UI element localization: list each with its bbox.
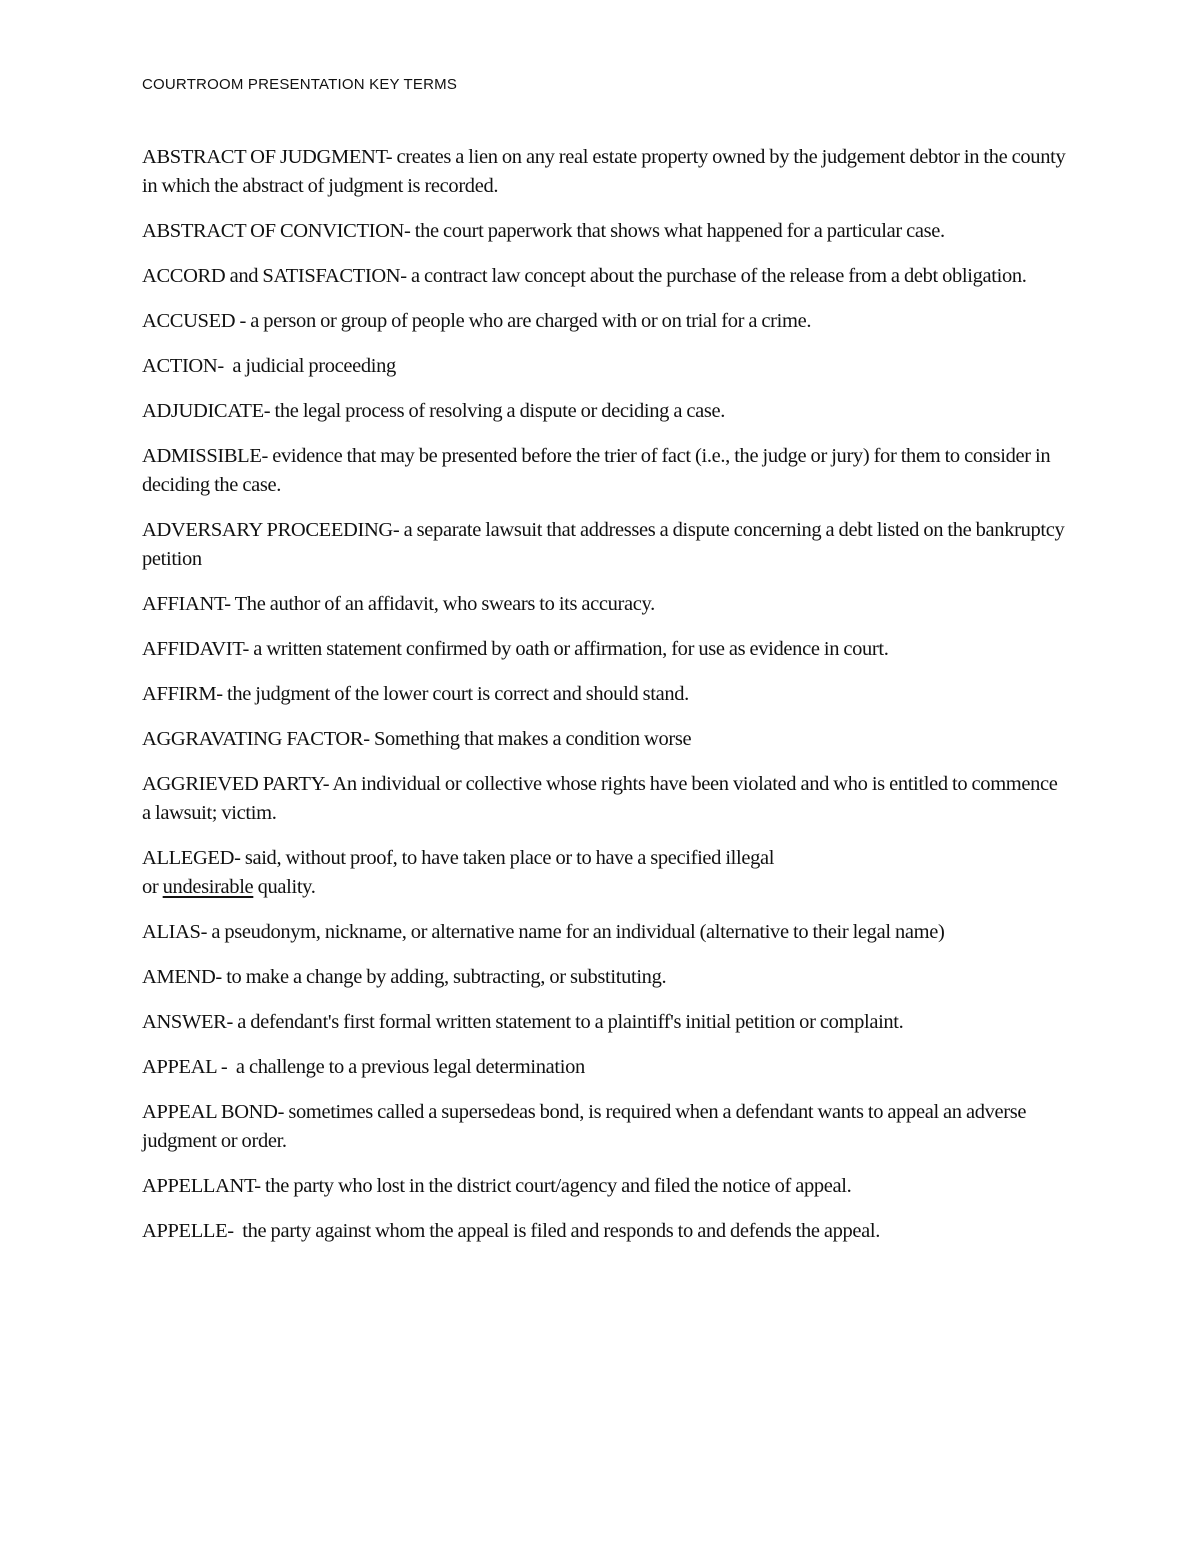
- definition: evidence that may be presented before the trier of fact (i.e., the judge or jury) for them to consider in deciding the case.: [142, 445, 1051, 496]
- definition: a judicial proceeding: [232, 355, 396, 377]
- separator: -: [263, 400, 275, 422]
- definition: a written statement confirmed by oath or affirmation, for use as evidence in court.: [253, 638, 889, 660]
- term-entry-appelle: [142, 1217, 1067, 1246]
- term-entry-amend: [142, 963, 1067, 992]
- separator: -: [254, 1175, 266, 1197]
- term-entry-adversary-proceeding: [142, 516, 1067, 574]
- term: APPEAL BOND: [142, 1101, 278, 1123]
- separator: -: [215, 966, 227, 988]
- separator: -: [363, 728, 374, 750]
- term: APPELLE: [142, 1220, 228, 1242]
- term-entry-affidavit: [142, 635, 1067, 664]
- definition: the legal process of resolving a dispute or deciding a case.: [274, 400, 726, 422]
- term: ANSWER: [142, 1011, 227, 1033]
- term-entry-adjudicate: [142, 397, 1067, 426]
- term-entry-appeal: [142, 1053, 1067, 1082]
- term-entry-affirm: [142, 680, 1067, 709]
- underlined-word: undesirable: [162, 876, 254, 898]
- definition: The author of an affidavit, who swears to its accuracy.: [234, 593, 655, 615]
- separator: -: [235, 310, 251, 332]
- term: ADMISSIBLE: [142, 445, 262, 467]
- definition: Something that makes a condition worse: [373, 728, 692, 750]
- term: ACCUSED: [142, 310, 236, 332]
- term-entry-admissible: [142, 442, 1067, 500]
- term-entry-affiant: [142, 590, 1067, 619]
- term-entry-abstract-of-conviction: [142, 217, 1067, 246]
- term-entry-appeal-bond: [142, 1098, 1067, 1156]
- term-entry-accord-and-satisfaction: [142, 262, 1067, 291]
- separator: -: [277, 1101, 289, 1123]
- definition-continuation: or: [142, 876, 163, 898]
- definition: to make a change by adding, subtracting, or substituting.: [226, 966, 667, 988]
- term: AFFIRM: [142, 683, 217, 705]
- term-entry-alleged: [142, 844, 1067, 902]
- definition-end: quality.: [253, 876, 316, 898]
- separator: -: [392, 519, 404, 541]
- definition: a pseudonym, nickname, or alternative name for an individual (alternative to their legal name): [211, 921, 945, 943]
- separator: -: [216, 683, 228, 705]
- separator: -: [226, 1011, 238, 1033]
- term-entry-answer: [142, 1008, 1067, 1037]
- term: APPELLANT: [142, 1175, 255, 1197]
- definition: An individual or collective whose rights have been violated and who is entitled to commence a lawsuit; victim.: [142, 773, 1058, 824]
- separator: -: [217, 355, 233, 377]
- separator: -: [224, 593, 235, 615]
- term: AGGRIEVED PARTY: [142, 773, 323, 795]
- term: AMEND: [142, 966, 216, 988]
- term: ABSTRACT OF JUDGMENT: [142, 146, 386, 168]
- definition: sometimes called a supersedeas bond, is required when a defendant wants to appeal an adverse judgment or order.: [142, 1101, 1027, 1152]
- separator: -: [404, 220, 415, 242]
- term-entry-aggrieved-party: [142, 770, 1067, 828]
- separator: -: [200, 921, 212, 943]
- term: AGGRAVATING FACTOR: [142, 728, 364, 750]
- term: AFFIANT: [142, 593, 225, 615]
- document-title: COURTROOM PRESENTATION KEY TERMS: [142, 76, 458, 93]
- definition: a separate lawsuit that addresses a dispute concerning a debt listed on the bankruptcy petition: [142, 519, 1065, 570]
- separator: -: [227, 1220, 243, 1242]
- definition: a contract law concept about the purchase of the release from a debt obligation.: [411, 265, 1027, 287]
- term: ADJUDICATE: [142, 400, 264, 422]
- separator: -: [242, 638, 254, 660]
- term: AFFIDAVIT: [142, 638, 243, 660]
- term: APPEAL: [142, 1056, 217, 1078]
- definition: the party against whom the appeal is filed and responds to and defends the appeal.: [242, 1220, 881, 1242]
- term: ACCORD and SATISFACTION: [142, 265, 401, 287]
- definition: the judgment of the lower court is correct and should stand.: [227, 683, 689, 705]
- term-entry-aggravating-factor: [142, 725, 1067, 754]
- separator: -: [400, 265, 411, 287]
- definition: a person or group of people who are charged with or on trial for a crime.: [250, 310, 812, 332]
- separator: -: [216, 1056, 236, 1078]
- term-entry-accused: [142, 307, 1067, 336]
- term: ABSTRACT OF CONVICTION: [142, 220, 405, 242]
- term: ADVERSARY PROCEEDING: [142, 519, 393, 541]
- definition: a challenge to a previous legal determination: [235, 1056, 585, 1078]
- term: ALLEGED: [142, 847, 235, 869]
- definition: said, without proof, to have taken place or to have a specified illegal: [244, 847, 775, 869]
- term-entry-alias: [142, 918, 1067, 947]
- term-entry-appellant: [142, 1172, 1067, 1201]
- term-entry-action: [142, 352, 1067, 381]
- term-entry-abstract-of-judgment: [142, 143, 1067, 201]
- separator: -: [322, 773, 333, 795]
- definition: a defendant's first formal written statement to a plaintiff's initial petition or complaint.: [237, 1011, 904, 1033]
- separator: -: [234, 847, 245, 869]
- term: ACTION: [142, 355, 218, 377]
- definition: creates a lien on any real estate property owned by the judgement debtor in the county in which the abstract of judgment is recorded.: [142, 146, 1066, 197]
- separator: -: [261, 445, 273, 467]
- definition: the party who lost in the district court/agency and filed the notice of appeal.: [265, 1175, 852, 1197]
- key-terms-list: [142, 143, 1067, 1262]
- definition: the court paperwork that shows what happened for a particular case.: [414, 220, 945, 242]
- term: ALIAS: [142, 921, 201, 943]
- separator: -: [385, 146, 397, 168]
